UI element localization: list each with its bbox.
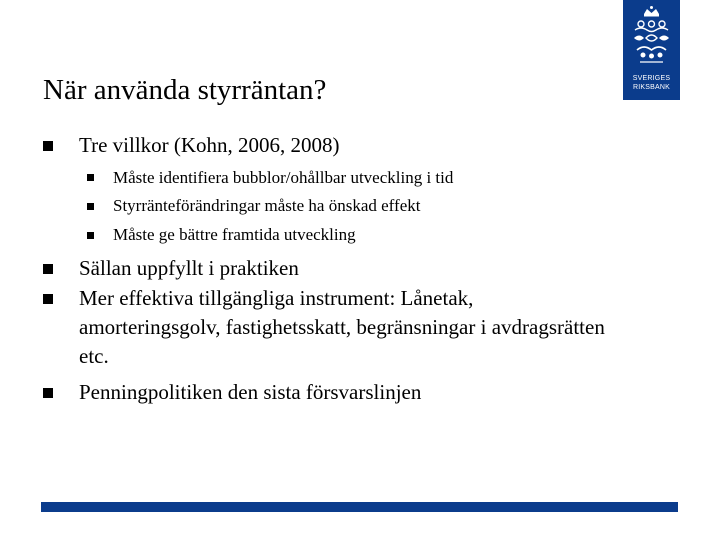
sub-item-identify-bubbles: Måste identifiera bubblor/ohållbar utveckling i tid (113, 168, 454, 187)
bullet-square-icon (43, 294, 53, 304)
sub-item-desired-effect: Styrränteförändringar måste ha önskad effekt (113, 196, 421, 215)
bullet-square-icon (43, 264, 53, 274)
slide-title: När använda styrräntan? (43, 74, 327, 106)
bullet-item-instruments-line3: etc. (79, 344, 109, 368)
sub-bullet-square-icon (87, 203, 94, 210)
sub-item-better-outcome: Måste ge bättre framtida utveckling (113, 225, 356, 244)
bullet-item-instruments-line1: Mer effektiva tillgängliga instrument: Lånetak, (79, 286, 474, 310)
bullet-square-icon (43, 141, 53, 151)
bullet-item-instruments-line2: amorteringsgolv, fastighetsskatt, begränsningar i avdragsrätten (79, 315, 605, 339)
footer-bar (41, 502, 678, 512)
bullet-item-conditions: Tre villkor (Kohn, 2006, 2008) (79, 133, 340, 157)
logo-text-riksbank: RIKSBANK (633, 84, 670, 91)
logo-text-sveriges: SVERIGES (632, 75, 671, 82)
sub-bullet-square-icon (87, 232, 94, 239)
sub-bullet-square-icon (87, 174, 94, 181)
bullet-item-last-line-of-defense: Penningpolitiken den sista försvarslinjen (79, 380, 422, 404)
bullet-item-rarely-fulfilled: Sällan uppfyllt i praktiken (79, 256, 299, 280)
bullet-square-icon (43, 388, 53, 398)
